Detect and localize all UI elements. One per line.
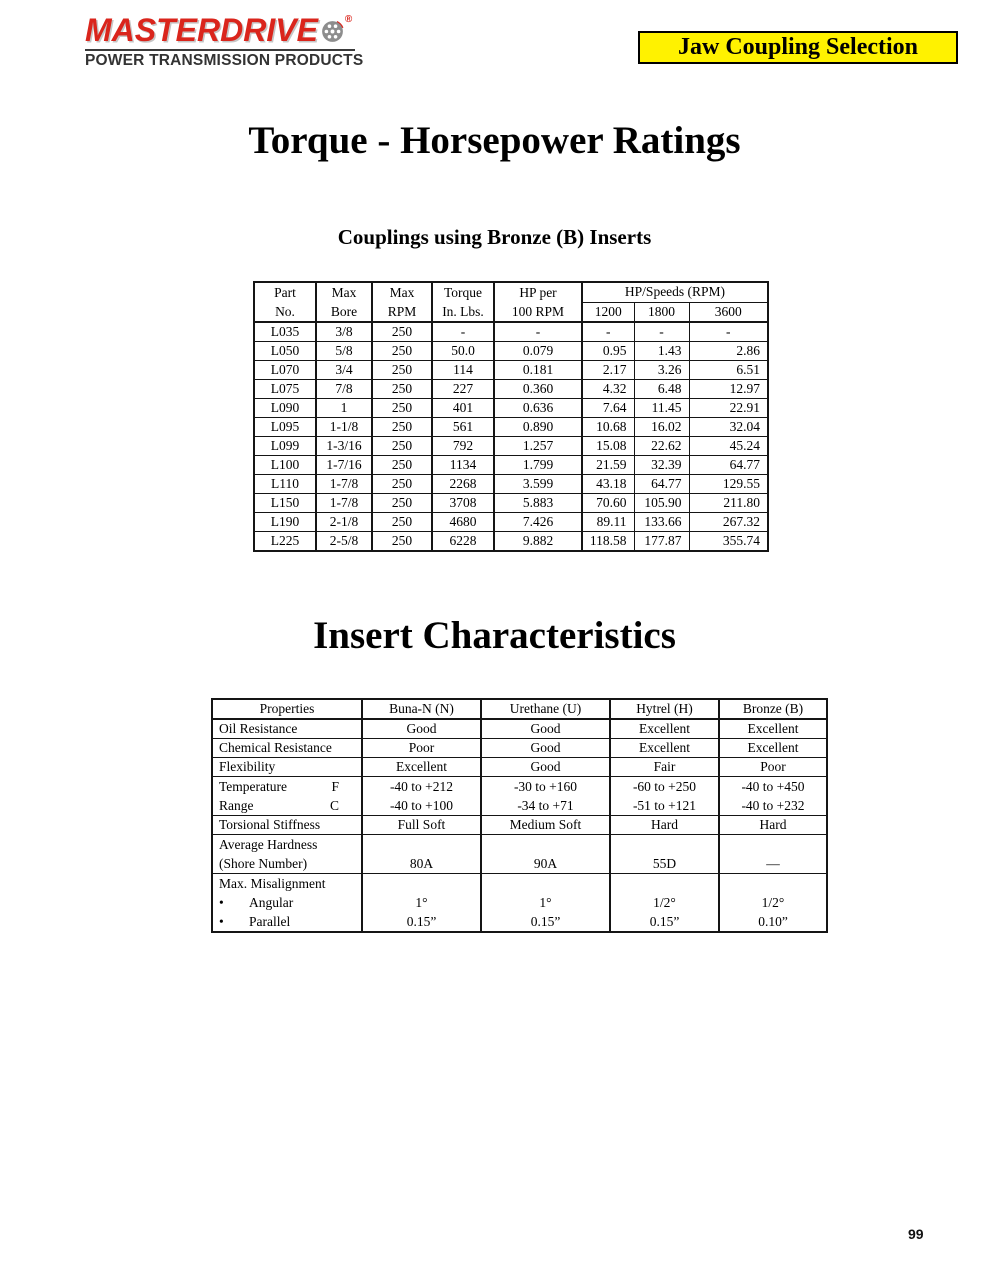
table-cell	[481, 835, 610, 874]
table-cell: 2268	[432, 475, 494, 494]
table-cell: 250	[372, 322, 432, 342]
table-cell: 22.62	[634, 437, 689, 456]
cell-line: Torque	[443, 285, 483, 300]
table-cell: 11.45	[634, 399, 689, 418]
table-cell: 0.890	[494, 418, 582, 437]
table-row	[254, 513, 768, 532]
cell-line: 0.10”	[758, 914, 788, 929]
table-cell: 129.55	[689, 475, 768, 494]
table-cell: Hard	[719, 816, 827, 835]
table-cell	[610, 777, 719, 816]
table-cell: 3600	[689, 302, 768, 322]
table-cell: 32.39	[634, 456, 689, 475]
table-cell: 64.77	[689, 456, 768, 475]
table-cell: -	[689, 322, 768, 342]
table-cell: 227	[432, 380, 494, 399]
table-cell: L075	[254, 380, 316, 399]
table-cell: 50.0	[432, 342, 494, 361]
table-cell	[362, 777, 481, 816]
table-cell: 10.68	[582, 418, 634, 437]
cell-line: Max	[389, 285, 415, 300]
table-cell: 0.079	[494, 342, 582, 361]
cell-line: 80A	[409, 856, 434, 871]
table-cell: 9.882	[494, 532, 582, 552]
table-cell: Good	[481, 758, 610, 777]
table-cell: 2.86	[689, 342, 768, 361]
table-cell	[719, 777, 827, 816]
table-cell	[212, 777, 362, 816]
table-cell: 1.43	[634, 342, 689, 361]
table-cell: 250	[372, 380, 432, 399]
table-cell: L100	[254, 456, 316, 475]
table-cell: -	[634, 322, 689, 342]
table-cell: 250	[372, 342, 432, 361]
table-cell	[719, 835, 827, 874]
cell-line	[482, 874, 609, 893]
table-cell: 7/8	[316, 380, 372, 399]
table-cell: Poor	[362, 739, 481, 758]
table-cell: 2.17	[582, 361, 634, 380]
table-cell: 3/4	[316, 361, 372, 380]
table-cell: L050	[254, 342, 316, 361]
table-cell	[432, 282, 494, 322]
table-cell: 43.18	[582, 475, 634, 494]
table-cell: 250	[372, 513, 432, 532]
table-row	[254, 380, 768, 399]
table-cell	[372, 282, 432, 322]
table-cell: 6228	[432, 532, 494, 552]
table-cell: 250	[372, 532, 432, 552]
table-row	[254, 399, 768, 418]
table-cell: 1-7/8	[316, 475, 372, 494]
cell-line	[363, 874, 480, 893]
table-cell: 250	[372, 456, 432, 475]
cell-line: -40 to +212	[389, 779, 454, 794]
table-cell: Hard	[610, 816, 719, 835]
table-cell: 114	[432, 361, 494, 380]
table-cell: 1-3/16	[316, 437, 372, 456]
table-cell: 21.59	[582, 456, 634, 475]
table-cell: Full Soft	[362, 816, 481, 835]
table-cell: Medium Soft	[481, 816, 610, 835]
table-row	[254, 456, 768, 475]
cell-line: -40 to +100	[389, 798, 454, 813]
table-cell: 0.95	[582, 342, 634, 361]
section-banner: Jaw Coupling Selection	[638, 31, 958, 64]
table-row	[212, 874, 827, 933]
table-row	[212, 835, 827, 874]
table-cell: Properties	[212, 699, 362, 719]
table-cell: 1-7/16	[316, 456, 372, 475]
cell-line: -40 to +450	[741, 779, 805, 794]
cell-line: (Shore Number)	[219, 856, 308, 871]
table-cell	[610, 874, 719, 933]
table-cell: Flexibility	[212, 758, 362, 777]
table-cell: 1	[316, 399, 372, 418]
table-row	[254, 322, 768, 342]
table-cell: 177.87	[634, 532, 689, 552]
table-cell: 250	[372, 361, 432, 380]
table-cell: 5/8	[316, 342, 372, 361]
table-cell: Good	[481, 719, 610, 739]
table-cell: Hytrel (H)	[610, 699, 719, 719]
cell-line: No.	[275, 304, 295, 319]
cell-line: 1/2°	[653, 895, 676, 910]
table-cell: Poor	[719, 758, 827, 777]
table-cell	[719, 874, 827, 933]
table-cell: 89.11	[582, 513, 634, 532]
table-cell: L095	[254, 418, 316, 437]
table-cell: 561	[432, 418, 494, 437]
table-cell: 7.426	[494, 513, 582, 532]
table-row	[254, 437, 768, 456]
page-title: Torque - Horsepower Ratings	[248, 119, 741, 162]
table-cell: 250	[372, 399, 432, 418]
table-cell: L070	[254, 361, 316, 380]
table-cell: -	[494, 322, 582, 342]
cell-line: • Angular	[219, 895, 294, 910]
cell-line: RPM	[387, 304, 417, 319]
table-cell: Bronze (B)	[719, 699, 827, 719]
table-cell: 1.257	[494, 437, 582, 456]
table-cell: 22.91	[689, 399, 768, 418]
cell-line: Average Hardness	[219, 837, 318, 852]
table-cell: 1-1/8	[316, 418, 372, 437]
cell-line: -60 to +250	[632, 779, 697, 794]
table-cell: 0.360	[494, 380, 582, 399]
table-cell: 250	[372, 437, 432, 456]
ratings-subtitle: Couplings using Bronze (B) Inserts	[337, 225, 652, 249]
cell-line: Temperature F	[219, 779, 339, 794]
table-cell: 250	[372, 494, 432, 513]
table-cell: HP/Speeds (RPM)	[582, 282, 768, 302]
cell-line: Max. Misalignment	[219, 876, 326, 891]
table-cell: Excellent	[610, 739, 719, 758]
cell-line: 55D	[652, 856, 677, 871]
cell-line	[720, 874, 826, 893]
table-cell: 3.599	[494, 475, 582, 494]
table-cell: Urethane (U)	[481, 699, 610, 719]
table-cell: L225	[254, 532, 316, 552]
cell-line: 1°	[539, 895, 552, 910]
cell-line: Max	[331, 285, 357, 300]
table-cell: 4680	[432, 513, 494, 532]
table-cell: 6.51	[689, 361, 768, 380]
table-row	[254, 418, 768, 437]
table-cell: 211.80	[689, 494, 768, 513]
cell-line: HP per	[519, 285, 557, 300]
cell-line: Range C	[219, 798, 339, 813]
table-cell: Torsional Stiffness	[212, 816, 362, 835]
table-row	[254, 361, 768, 380]
table-cell: L190	[254, 513, 316, 532]
cell-line: 1°	[415, 895, 428, 910]
table-cell: Good	[362, 719, 481, 739]
table-row	[254, 494, 768, 513]
table-cell: 16.02	[634, 418, 689, 437]
table-cell: 401	[432, 399, 494, 418]
cell-line: In. Lbs.	[442, 304, 484, 319]
cell-line: • Parallel	[219, 914, 291, 929]
table-row	[212, 758, 827, 777]
cell-line: Part	[274, 285, 296, 300]
table-cell: 250	[372, 475, 432, 494]
table-cell: Excellent	[362, 758, 481, 777]
table-cell: 12.97	[689, 380, 768, 399]
brand-name: MASTERDRIVE	[85, 12, 318, 48]
table-cell	[494, 282, 582, 322]
table-cell: Fair	[610, 758, 719, 777]
table-cell: 105.90	[634, 494, 689, 513]
characteristics-title: Insert Characteristics	[313, 614, 676, 657]
table-cell: -	[582, 322, 634, 342]
table-row	[254, 342, 768, 361]
page-number: 99	[908, 1226, 924, 1242]
cell-line: Bore	[330, 304, 358, 319]
insert-characteristics-table	[211, 698, 828, 933]
table-cell: 6.48	[634, 380, 689, 399]
table-cell: L110	[254, 475, 316, 494]
table-cell	[212, 835, 362, 874]
table-cell: Oil Resistance	[212, 719, 362, 739]
table-cell: Good	[481, 739, 610, 758]
table-cell	[254, 282, 316, 322]
table-cell: 250	[372, 418, 432, 437]
table-cell: 0.181	[494, 361, 582, 380]
table-cell: Buna-N (N)	[362, 699, 481, 719]
table-cell: 0.636	[494, 399, 582, 418]
table-cell: 267.32	[689, 513, 768, 532]
table-cell	[362, 874, 481, 933]
cell-line: -40 to +232	[741, 798, 805, 813]
masterdrive-logo	[85, 12, 364, 69]
table-cell	[316, 282, 372, 322]
table-cell	[610, 835, 719, 874]
table-cell: L090	[254, 399, 316, 418]
table-cell: 355.74	[689, 532, 768, 552]
table-cell: 118.58	[582, 532, 634, 552]
table-cell: 3/8	[316, 322, 372, 342]
table-cell: Excellent	[719, 739, 827, 758]
logo-divider	[85, 49, 355, 51]
cell-line: 0.15”	[649, 914, 680, 929]
table-row	[212, 816, 827, 835]
table-cell: 70.60	[582, 494, 634, 513]
table-cell: 3708	[432, 494, 494, 513]
cell-line: 1/2°	[761, 895, 785, 910]
cell-line: -51 to +121	[632, 798, 697, 813]
brand-tagline: POWER TRANSMISSION PRODUCTS	[85, 52, 364, 69]
cell-line: -30 to +160	[513, 779, 578, 794]
cell-line: 0.15”	[406, 914, 437, 929]
table-cell: 15.08	[582, 437, 634, 456]
table-cell: 2-1/8	[316, 513, 372, 532]
cell-line: —	[766, 856, 780, 871]
table-cell	[481, 777, 610, 816]
table-cell: 2-5/8	[316, 532, 372, 552]
table-cell: Excellent	[610, 719, 719, 739]
table-cell	[481, 874, 610, 933]
gear-hub-icon	[320, 19, 345, 44]
cell-line: -34 to +71	[517, 798, 574, 813]
table-row	[212, 777, 827, 816]
table-row	[254, 475, 768, 494]
table-cell: 1134	[432, 456, 494, 475]
table-cell: 4.32	[582, 380, 634, 399]
cell-line: 90A	[533, 856, 558, 871]
table-cell: 7.64	[582, 399, 634, 418]
table-row	[254, 282, 768, 302]
table-cell: L099	[254, 437, 316, 456]
table-cell: 792	[432, 437, 494, 456]
table-cell: L150	[254, 494, 316, 513]
torque-horsepower-table	[253, 281, 769, 552]
table-cell: 1.799	[494, 456, 582, 475]
table-cell: 64.77	[634, 475, 689, 494]
table-cell: 5.883	[494, 494, 582, 513]
cell-line: 0.15”	[530, 914, 561, 929]
table-cell: 133.66	[634, 513, 689, 532]
table-cell	[362, 835, 481, 874]
table-row	[254, 532, 768, 552]
table-cell: 3.26	[634, 361, 689, 380]
registered-trademark-icon: ®	[344, 14, 353, 25]
table-cell	[212, 874, 362, 933]
table-cell: 45.24	[689, 437, 768, 456]
table-cell: Excellent	[719, 719, 827, 739]
table-cell: Chemical Resistance	[212, 739, 362, 758]
table-cell: 32.04	[689, 418, 768, 437]
table-row	[212, 719, 827, 739]
cell-line: 100 RPM	[511, 304, 565, 319]
table-cell: L035	[254, 322, 316, 342]
table-row	[212, 699, 827, 719]
table-row	[212, 739, 827, 758]
table-cell: 1800	[634, 302, 689, 322]
table-cell: 1200	[582, 302, 634, 322]
brand-row	[85, 12, 355, 49]
cell-line	[611, 874, 718, 893]
table-cell: -	[432, 322, 494, 342]
table-cell: 1-7/8	[316, 494, 372, 513]
